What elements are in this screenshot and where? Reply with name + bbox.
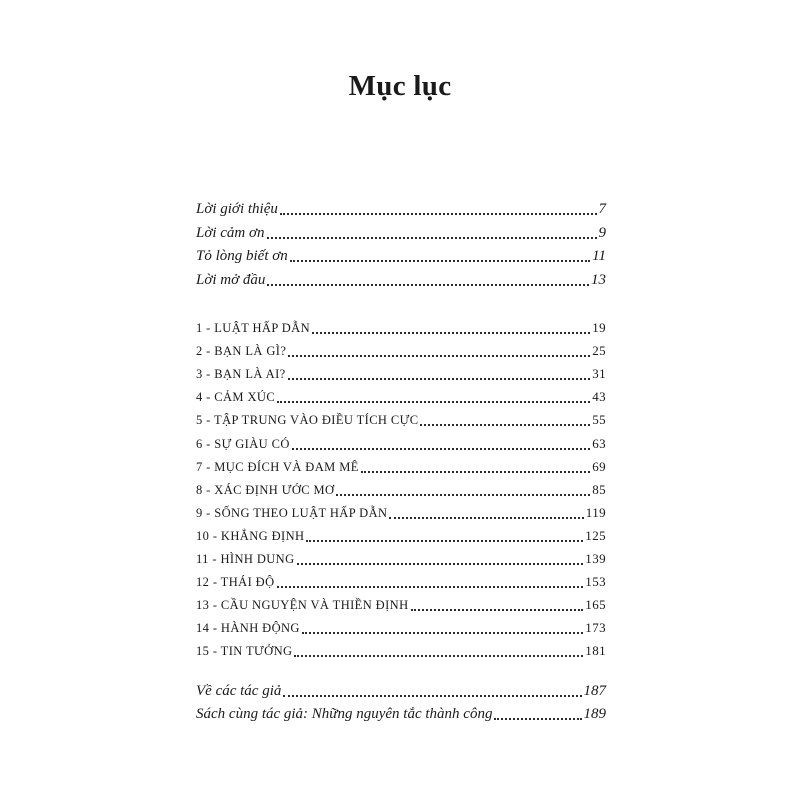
page-title: Mục lục xyxy=(348,70,452,102)
entry-page-number: 25 xyxy=(592,343,606,359)
dot-leader xyxy=(294,654,583,657)
dot-leader xyxy=(411,608,584,611)
dot-leader xyxy=(277,400,590,403)
dot-leader xyxy=(494,717,581,720)
entry-page-number: 43 xyxy=(592,389,606,405)
chapter-entry xyxy=(196,594,606,616)
entry-page-number: 11 xyxy=(592,248,606,264)
entry-page-number: 153 xyxy=(585,574,606,590)
dot-leader xyxy=(297,562,584,565)
chapter-entry xyxy=(196,617,606,639)
dot-leader xyxy=(420,423,590,426)
dot-leader xyxy=(389,516,583,519)
front-matter-entry xyxy=(196,198,606,220)
entry-page-number: 7 xyxy=(598,201,606,217)
chapter-entry xyxy=(196,548,606,570)
entry-label: 3 - BẠN LÀ AI? xyxy=(196,367,286,382)
entry-page-number: 189 xyxy=(583,706,606,722)
entry-label: 7 - MỤC ĐÍCH VÀ ĐAM MÊ xyxy=(196,459,359,474)
back-matter-entry xyxy=(196,680,606,702)
entry-label: Lời giới thiệu xyxy=(196,201,278,217)
entry-label: 9 - SỐNG THEO LUẬT HẤP DẪN xyxy=(196,505,388,520)
dot-leader xyxy=(292,447,590,450)
front-matter-entry xyxy=(196,269,606,291)
entry-label: Về các tác giả xyxy=(196,683,282,699)
back-matter-entry xyxy=(196,703,606,725)
chapter-entry xyxy=(196,502,606,524)
chapter-entry xyxy=(196,456,606,478)
dot-leader xyxy=(336,493,590,496)
entry-label: 11 - HÌNH DUNG xyxy=(196,552,295,566)
entry-label: Lời cảm ơn xyxy=(196,224,265,241)
chapter-entry xyxy=(196,640,606,662)
entry-page-number: 125 xyxy=(585,527,606,543)
dot-leader xyxy=(267,236,597,239)
entry-page-number: 85 xyxy=(592,481,606,497)
entry-label: 6 - SỰ GIÀU CÓ xyxy=(196,436,290,451)
dot-leader xyxy=(361,470,590,473)
entry-label: 8 - XÁC ĐỊNH ƯỚC MƠ xyxy=(196,482,335,497)
chapter-entry xyxy=(196,525,606,547)
entry-page-number: 69 xyxy=(592,458,606,474)
entry-page-number: 31 xyxy=(592,366,606,382)
chapter-entry xyxy=(196,571,606,593)
dot-leader xyxy=(288,377,591,380)
entry-label: 15 - TIN TƯỞNG xyxy=(196,644,293,659)
entry-page-number: 119 xyxy=(585,504,606,520)
dot-leader xyxy=(283,694,581,697)
front-matter-entry xyxy=(196,222,606,244)
dot-leader xyxy=(267,283,589,286)
entry-page-number: 181 xyxy=(585,643,606,659)
dot-leader xyxy=(302,631,583,634)
chapter-entry xyxy=(196,409,606,431)
dot-leader xyxy=(306,539,583,542)
entry-label: 5 - TẬP TRUNG VÀO ĐIỀU TÍCH CỰC xyxy=(196,413,419,428)
entry-page-number: 63 xyxy=(592,435,606,451)
entry-label: 13 - CẦU NGUYỆN VÀ THIỀN ĐỊNH xyxy=(196,598,409,613)
entry-label: 12 - THÁI ĐỘ xyxy=(196,575,275,590)
entry-page-number: 173 xyxy=(585,620,606,636)
entry-page-number: 139 xyxy=(585,551,606,566)
entry-label: 10 - KHẲNG ĐỊNH xyxy=(196,528,305,543)
dot-leader xyxy=(290,259,590,262)
entry-page-number: 13 xyxy=(591,271,606,288)
dot-leader xyxy=(312,331,590,334)
entry-page-number: 165 xyxy=(585,597,606,613)
dot-leader xyxy=(288,354,590,357)
chapter-entry xyxy=(196,433,606,455)
entry-page-number: 55 xyxy=(592,412,606,428)
entry-page-number: 187 xyxy=(583,683,606,699)
entry-page-number: 9 xyxy=(598,224,606,241)
dot-leader xyxy=(277,585,584,588)
chapter-entry xyxy=(196,479,606,501)
entry-label: Sách cùng tác giả: Những nguyên tắc thành công xyxy=(196,706,493,722)
chapter-entry xyxy=(196,363,606,385)
chapter-entry xyxy=(196,340,606,362)
chapter-entry xyxy=(196,386,606,408)
dot-leader xyxy=(280,212,597,215)
entry-label: 1 - LUẬT HẤP DẪN xyxy=(196,321,311,335)
entry-label: 14 - HÀNH ĐỘNG xyxy=(196,621,300,636)
chapter-entry xyxy=(196,317,606,339)
entry-label: Lời mở đầu xyxy=(196,271,266,288)
entry-label: Tỏ lòng biết ơn xyxy=(196,248,288,264)
entry-page-number: 19 xyxy=(592,320,606,335)
entry-label: 2 - BẠN LÀ GÌ? xyxy=(196,344,287,359)
entry-label: 4 - CẢM XÚC xyxy=(196,390,276,405)
front-matter-entry xyxy=(196,245,606,267)
